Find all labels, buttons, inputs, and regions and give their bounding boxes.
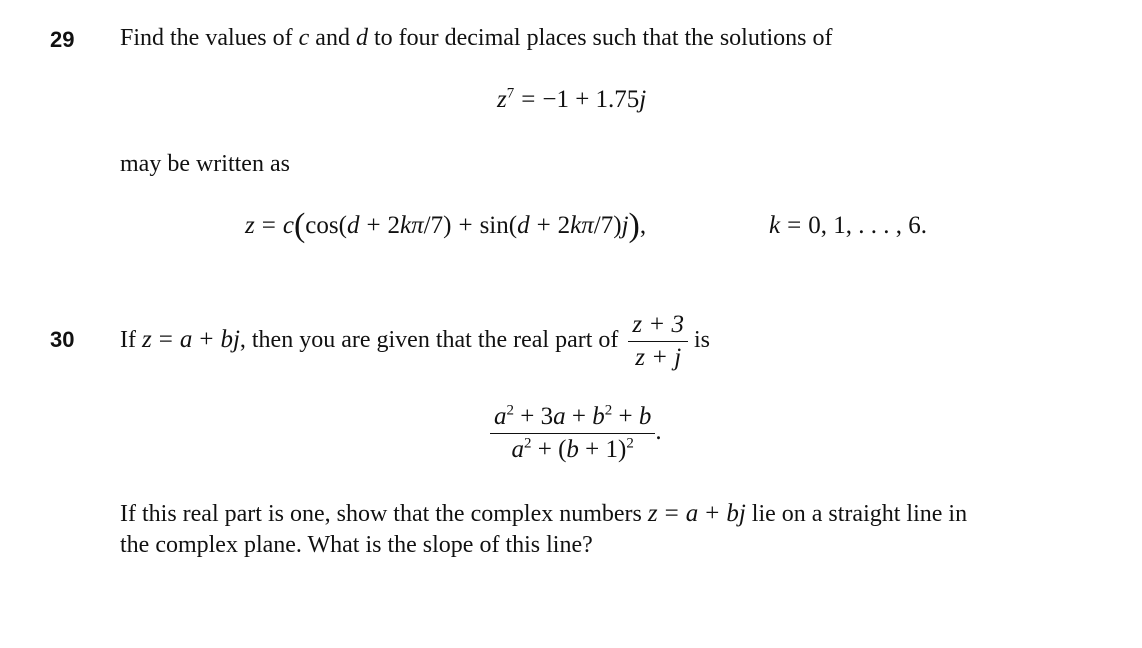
form-c: c (282, 212, 294, 239)
form-kpi-1: kπ (400, 212, 424, 239)
intro-text-end: to four decimal places such that the solutions of (367, 25, 833, 51)
form-d2: d (517, 212, 530, 239)
def-a: a (179, 326, 193, 354)
if-text: If (120, 327, 142, 354)
def-z: z (141, 326, 152, 354)
final-plus: + (705, 500, 720, 527)
problem-30-final-line-2: the complex plane. What is the slope of this line? (120, 532, 593, 558)
form-sin: sin( (479, 212, 518, 239)
form-2-1: 2 (387, 212, 401, 239)
display-fraction (490, 403, 655, 464)
form-over-7-1: /7) (423, 212, 452, 239)
display-fraction-numerator (490, 403, 655, 433)
final-a: a (685, 500, 699, 527)
intro-text-start: Find the values of (120, 25, 299, 51)
form-equals: = (261, 212, 276, 239)
form-j: j (621, 212, 629, 239)
num-a2: a (553, 403, 566, 430)
problem-30-intro (120, 311, 710, 372)
den-a: a (511, 436, 524, 463)
eq-equals: = (521, 86, 536, 113)
num-plus-3: + 3 (514, 403, 554, 430)
final-text-end: lie on a straight line in (745, 501, 968, 527)
eq-z: z (497, 86, 507, 113)
final-equals: = (664, 500, 679, 527)
var-d: d (355, 25, 368, 51)
num-b-exp: 2 (604, 402, 613, 419)
range-equals: = (787, 212, 802, 239)
equation-z7 (497, 86, 646, 114)
inline-fraction (628, 311, 688, 372)
eq-j: j (639, 86, 647, 113)
form-comma: , (639, 212, 647, 239)
final-z: z (647, 500, 658, 527)
den-a-exp: 2 (523, 435, 532, 452)
problem-29-intro (120, 25, 833, 52)
display-period: . (655, 418, 662, 446)
inline-fraction-denominator: z + j (628, 341, 688, 372)
k-range (769, 212, 927, 240)
num-a-exp: 2 (506, 402, 514, 419)
range-values: 0, 1, . . . , 6. (808, 212, 927, 239)
real-part-display (490, 403, 662, 464)
eq-rhs: −1 + 1.75 (542, 86, 640, 113)
final-text-start: If this real part is one, show that the complex numbers (120, 501, 648, 527)
form-plus1: + (366, 212, 381, 239)
num-b2: b (638, 403, 652, 430)
def-bj: bj (220, 326, 240, 354)
and-text: and (309, 25, 356, 51)
form-z: z (245, 212, 255, 239)
def-equals: = (158, 326, 173, 354)
num-plus2: + (612, 403, 639, 430)
form-kpi-2: kπ (570, 212, 594, 239)
given-text: , then you are given that the real part of (239, 327, 619, 354)
var-c: c (298, 25, 310, 51)
form-d1: d (346, 212, 360, 239)
form-over-7-2: /7) (593, 212, 622, 239)
problem-number-30: 30 (50, 327, 75, 352)
form-plus-mid: + (458, 212, 473, 239)
def-plus: + (199, 326, 214, 354)
problem-29-mid-text: may be written as (120, 151, 290, 177)
form-plus2: + (536, 212, 551, 239)
polar-form-equation (245, 207, 647, 244)
range-k: k (769, 212, 781, 239)
num-b: b (592, 403, 605, 430)
den-exp: 2 (626, 435, 634, 452)
form-left-paren: ( (293, 207, 306, 244)
den-plus-paren: + ( (531, 436, 567, 463)
form-cos: cos( (305, 212, 347, 239)
final-bj: bj (726, 500, 746, 527)
num-a: a (494, 403, 507, 430)
den-b: b (566, 436, 579, 463)
display-fraction-denominator (490, 433, 655, 464)
form-right-paren: ) (628, 207, 640, 244)
problem-number-29: 29 (50, 27, 75, 52)
num-plus: + (565, 403, 593, 430)
inline-fraction-numerator: z + 3 (632, 311, 685, 338)
form-2-2: 2 (557, 212, 571, 239)
problem-30-final-line-1 (120, 500, 967, 528)
den-plus-1: + 1) (578, 436, 627, 463)
eq-exponent: 7 (506, 85, 515, 102)
is-text: is (694, 327, 711, 354)
